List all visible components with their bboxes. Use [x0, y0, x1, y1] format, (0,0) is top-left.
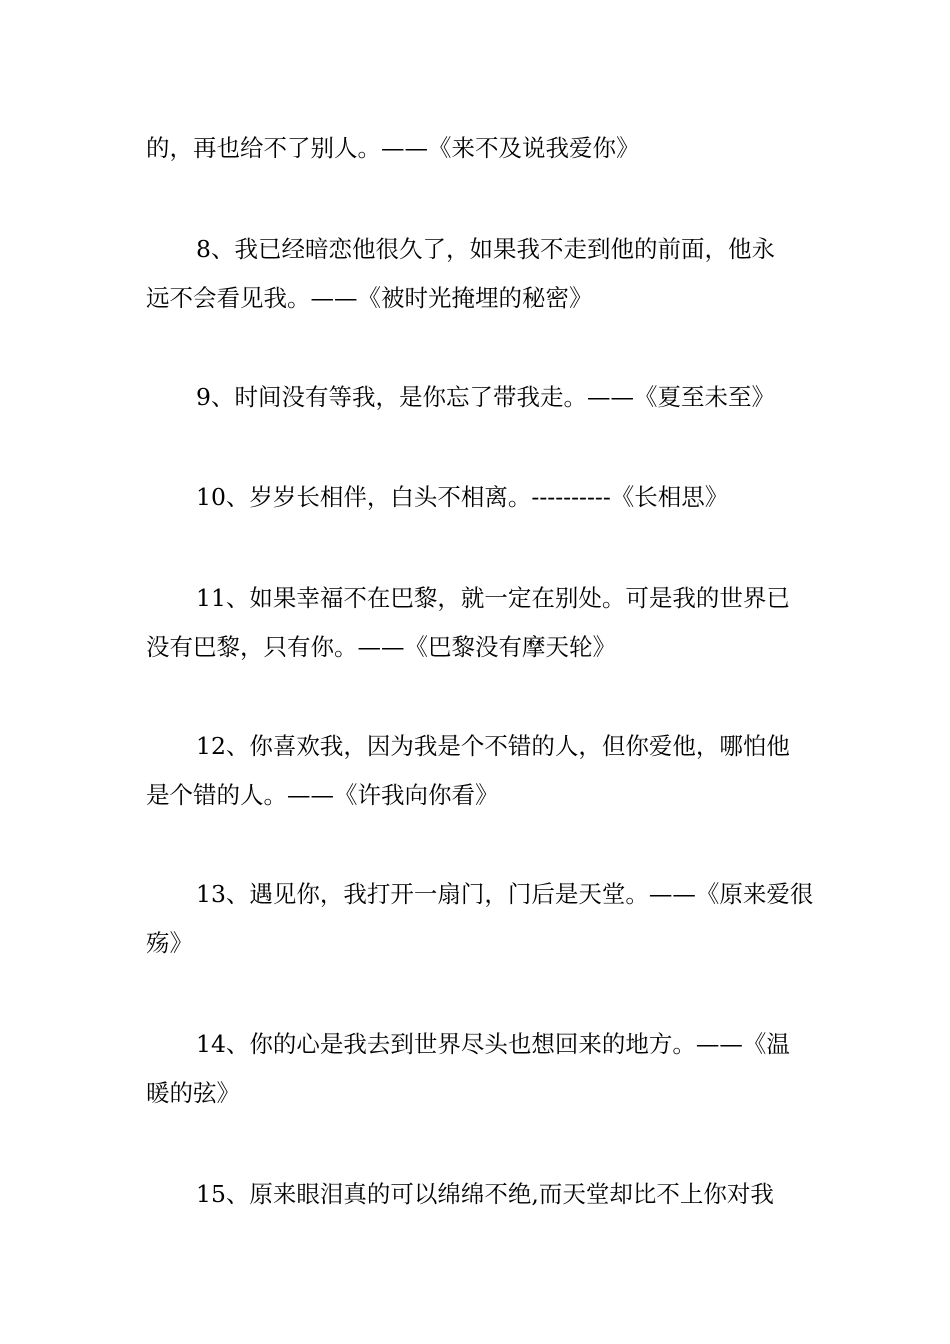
text-line: 14、你的心是我去到世界尽头也想回来的地方。——《温	[196, 1030, 790, 1058]
paragraph-quote-14	[146, 1020, 810, 1118]
paragraph-quote-9	[146, 373, 810, 422]
text-line: 13、遇见你，我打开一扇门，门后是天堂。——《原来爱很	[196, 880, 814, 908]
paragraph-quote-12	[146, 722, 810, 820]
text-line: 9、时间没有等我，是你忘了带我走。——《夏至未至》	[196, 383, 775, 411]
text-line: 殇》	[146, 929, 193, 957]
paragraph-quote-13	[146, 870, 814, 968]
paragraph-continuation	[146, 124, 810, 173]
text-line: 的，再也给不了别人。——《来不及说我爱你》	[146, 134, 640, 162]
text-line: 15、原来眼泪真的可以绵绵不绝,而天堂却比不上你对我	[196, 1180, 774, 1208]
text-line: 11、如果幸福不在巴黎，就一定在别处。可是我的世界已	[196, 584, 790, 612]
text-line: 12、你喜欢我，因为我是个不错的人，但你爱他，哪怕他	[196, 732, 790, 760]
text-line: 没有巴黎，只有你。——《巴黎没有摩天轮》	[146, 633, 616, 661]
paragraph-quote-8	[146, 225, 810, 323]
paragraph-quote-15	[146, 1170, 810, 1219]
text-line: 是个错的人。——《许我向你看》	[146, 781, 499, 809]
text-line: 8、我已经暗恋他很久了，如果我不走到他的前面，他永	[196, 235, 775, 263]
text-line: 暖的弦》	[146, 1079, 240, 1107]
paragraph-quote-10	[146, 473, 810, 522]
text-line: 远不会看见我。——《被时光掩埋的秘密》	[146, 284, 593, 312]
paragraph-quote-11	[146, 574, 810, 672]
text-line: 10、岁岁长相伴，白头不相离。----------《长相思》	[196, 483, 729, 511]
